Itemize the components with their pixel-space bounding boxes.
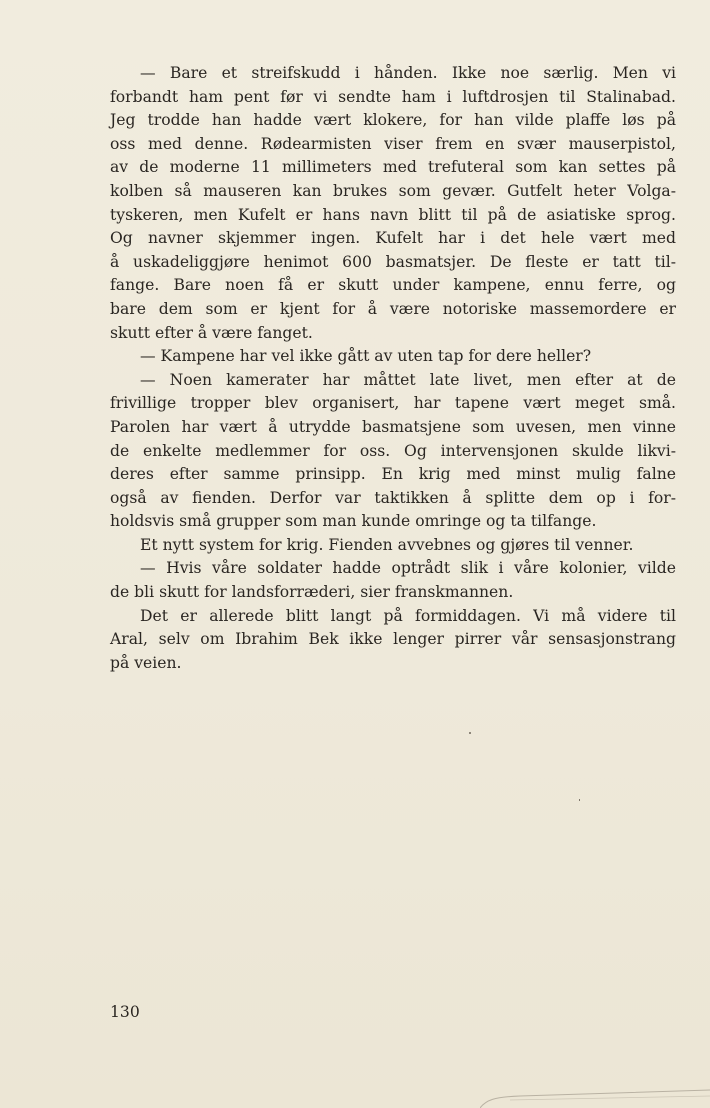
text-line: oss med denne. Rødearmisten viser frem en svær mauserpistol, (110, 134, 676, 153)
page-number: 130 (110, 1003, 140, 1021)
paper-speck (579, 799, 580, 801)
text-line: bare dem som er kjent for å være notoriske massemordere er (110, 299, 676, 318)
text-line: på veien. (110, 653, 182, 672)
text-line: holdsvis små grupper som man kunde omringe og ta tilfange. (110, 512, 597, 531)
text-line: deres efter samme prinsipp. En krig med minst mulig falne (110, 465, 676, 484)
text-line: Parolen har vært å utrydde basmatsjene som uvesen, men vinne (110, 417, 676, 436)
text-line: — Hvis våre soldater hadde optrådt slik i våre kolonier, vilde (140, 559, 676, 578)
text-line: kolben så mauseren kan brukes som gevær. Gutfelt heter Volga- (110, 181, 676, 200)
text-line: de bli skutt for landsforræderi, sier franskmannen. (110, 583, 514, 602)
text-line: tyskeren, men Kufelt er hans navn blitt til på de asiatiske sprog. (110, 205, 676, 224)
text-line: fange. Bare noen få er skutt under kampene, ennu ferre, og (110, 276, 676, 295)
text-line: Et nytt system for krig. Fienden avvebnes og gjøres til venner. (140, 535, 634, 554)
text-line: skutt efter å være fanget. (110, 323, 313, 342)
text-line: Og navner skjemmer ingen. Kufelt har i det hele vært med (110, 229, 676, 248)
text-line: også av fienden. Derfor var taktikken å splitte dem op i for- (110, 488, 676, 507)
text-line: frivillige tropper blev organisert, har tapene vært meget små. (110, 394, 676, 413)
text-line: Aral, selv om Ibrahim Bek ikke lenger pirrer vår sensasjonstrang (110, 630, 676, 649)
page-edge-shadow (480, 1070, 710, 1108)
paper-speck (469, 732, 471, 734)
text-line: forbandt ham pent før vi sendte ham i luftdrosjen til Stalinabad. (110, 87, 676, 106)
text-line: — Kampene har vel ikke gått av uten tap for dere heller? (140, 347, 592, 366)
text-line: — Bare et streifskudd i hånden. Ikke noe særlig. Men vi (140, 64, 676, 82)
text-line: Det er allerede blitt langt på formiddagen. Vi må videre til (140, 606, 676, 625)
text-line: de enkelte medlemmer for oss. Og intervensjonen skulde likvi- (110, 441, 676, 460)
text-line: å uskadeliggjøre henimot 600 basmatsjer. De fleste er tatt til- (110, 252, 676, 271)
text-line: — Noen kamerater har måttet late livet, men efter at de (140, 370, 676, 389)
text-line: av de moderne 11 millimeters med trefuteral som kan settes på (110, 158, 676, 177)
body-text (110, 62, 676, 675)
text-line: Jeg trodde han hadde vært klokere, for han vilde plaffe løs på (110, 111, 676, 130)
